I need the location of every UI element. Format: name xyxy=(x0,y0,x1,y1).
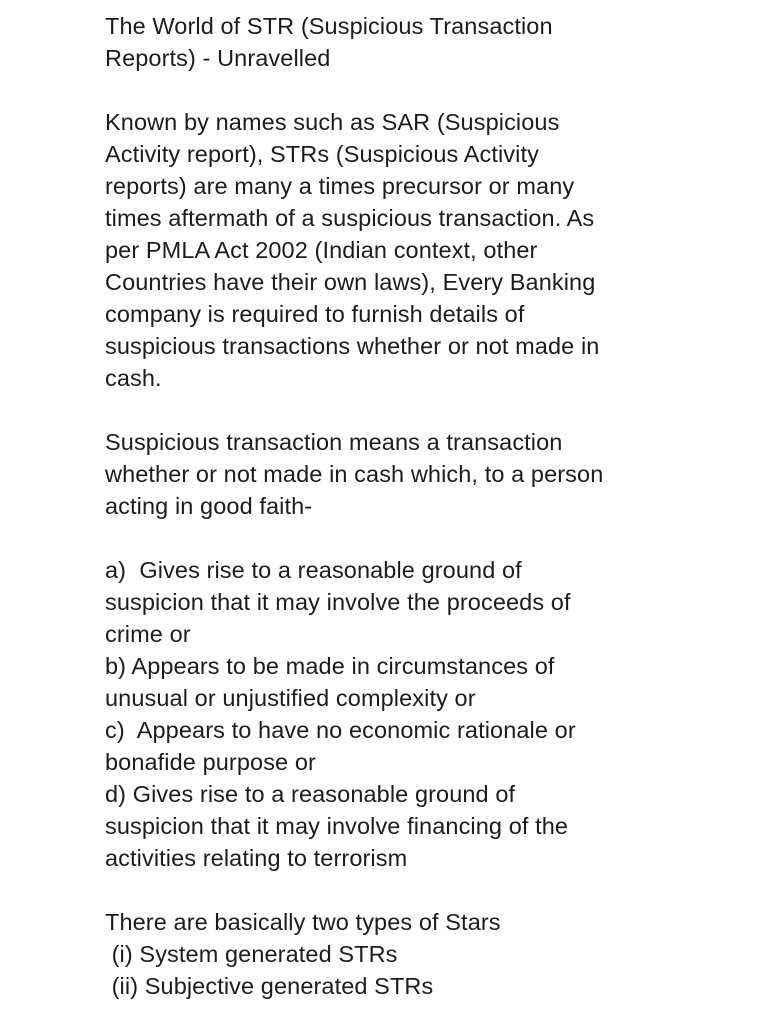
str-types-line: There are basically two types of Stars xyxy=(105,909,501,935)
criteria-line: unusual or unjustified complexity or xyxy=(105,685,476,711)
criteria-line: suspicion that it may involve the proceeds of xyxy=(105,589,571,615)
criteria-list xyxy=(105,554,705,874)
intro-line: cash. xyxy=(105,365,162,391)
intro-line: Countries have their own laws), Every Banking xyxy=(105,269,596,295)
criteria-line: d) Gives rise to a reasonable ground of xyxy=(105,781,516,807)
criteria-line: c) Appears to have no economic rationale or xyxy=(105,717,576,743)
definition-paragraph xyxy=(105,426,705,522)
definition-line: acting in good faith- xyxy=(105,493,313,519)
criteria-line: activities relating to terrorism xyxy=(105,845,408,871)
title-line: Reports) - Unravelled xyxy=(105,45,331,71)
document-page xyxy=(105,10,705,1002)
intro-line: reports) are many a times precursor or many xyxy=(105,173,575,199)
definition-line: Suspicious transaction means a transaction xyxy=(105,429,563,455)
str-types-line: (ii) Subjective generated STRs xyxy=(105,973,434,999)
title-line: The World of STR (Suspicious Transaction xyxy=(105,13,553,39)
intro-line: times aftermath of a suspicious transaction. As xyxy=(105,205,595,231)
intro-line: Known by names such as SAR (Suspicious xyxy=(105,109,560,135)
str-types-paragraph xyxy=(105,906,705,1002)
criteria-line: b) Appears to be made in circumstances of xyxy=(105,653,555,679)
intro-line: Activity report), STRs (Suspicious Activity xyxy=(105,141,539,167)
intro-line: company is required to furnish details of xyxy=(105,301,525,327)
criteria-line: bonafide purpose or xyxy=(105,749,316,775)
intro-line: suspicious transactions whether or not made in xyxy=(105,333,600,359)
document-title xyxy=(105,10,705,74)
criteria-line: crime or xyxy=(105,621,191,647)
intro-line: per PMLA Act 2002 (Indian context, other xyxy=(105,237,538,263)
str-types-line: (i) System generated STRs xyxy=(105,941,398,967)
definition-line: whether or not made in cash which, to a person xyxy=(105,461,604,487)
intro-paragraph xyxy=(105,106,705,394)
criteria-line: a) Gives rise to a reasonable ground of xyxy=(105,557,522,583)
criteria-line: suspicion that it may involve financing of the xyxy=(105,813,569,839)
